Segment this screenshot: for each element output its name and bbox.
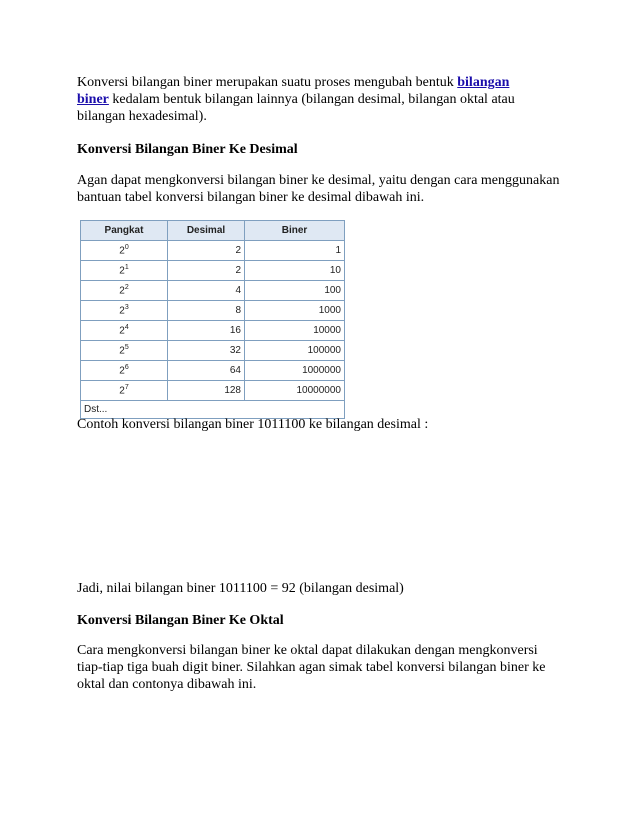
desimal-cell: 32 bbox=[168, 341, 245, 361]
table-row bbox=[81, 341, 345, 361]
desimal-cell: 8 bbox=[168, 301, 245, 321]
intro-line-1 bbox=[77, 74, 509, 91]
pangkat-cell: $2^6$ bbox=[81, 361, 168, 381]
intro-text-after: kedalam bentuk bilangan lainnya (bilangan desimal, bilangan oktal atau bbox=[108, 92, 515, 107]
table-row bbox=[81, 361, 345, 381]
header-desimal: Desimal bbox=[168, 221, 245, 241]
section1-para-line-2: bantuan tabel konversi bilangan biner ke desimal dibawah ini. bbox=[77, 190, 425, 205]
table-footer: Dst... bbox=[81, 401, 345, 419]
pangkat-cell: $2^0$ bbox=[81, 241, 168, 261]
pangkat-cell: $2^1$ bbox=[81, 261, 168, 281]
table-row bbox=[81, 321, 345, 341]
table-row bbox=[81, 301, 345, 321]
bilangan-link[interactable]: bilangan bbox=[457, 75, 510, 90]
desimal-cell: 4 bbox=[168, 281, 245, 301]
example-intro: Contoh konversi bilangan biner 1011100 ke bilangan desimal : bbox=[77, 417, 429, 432]
header-biner: Biner bbox=[245, 221, 345, 241]
biner-cell: 1000000 bbox=[245, 361, 345, 381]
table-row bbox=[81, 381, 345, 401]
biner-cell: 100000 bbox=[245, 341, 345, 361]
intro-line-2 bbox=[77, 91, 515, 108]
biner-cell: 1000 bbox=[245, 301, 345, 321]
header-pangkat: Pangkat bbox=[81, 221, 168, 241]
section1-heading: Konversi Bilangan Biner Ke Desimal bbox=[77, 142, 298, 157]
section2-line-3: oktal dan contonya dibawah ini. bbox=[77, 677, 257, 692]
biner-cell: 10000 bbox=[245, 321, 345, 341]
intro-line-3: bilangan hexadesimal). bbox=[77, 109, 207, 124]
desimal-cell: 2 bbox=[168, 241, 245, 261]
desimal-cell: 128 bbox=[168, 381, 245, 401]
pangkat-cell: $2^2$ bbox=[81, 281, 168, 301]
biner-cell: 100 bbox=[245, 281, 345, 301]
intro-text-before: Konversi bilangan biner merupakan suatu proses mengubah bentuk bbox=[77, 75, 458, 90]
example-result: Jadi, nilai bilangan biner 1011100 = 92 (bilangan desimal) bbox=[77, 581, 404, 596]
conversion-table bbox=[80, 220, 345, 419]
desimal-cell: 16 bbox=[168, 321, 245, 341]
table-header-row bbox=[81, 221, 345, 241]
section2-line-2: tiap-tiap tiga buah digit biner. Silahkan agan simak tabel konversi bilangan biner ke bbox=[77, 660, 546, 675]
biner-link[interactable]: biner bbox=[77, 92, 109, 107]
section2-line-1: Cara mengkonversi bilangan biner ke oktal dapat dilakukan dengan mengkonversi bbox=[77, 643, 538, 658]
desimal-cell: 2 bbox=[168, 261, 245, 281]
pangkat-cell: $2^3$ bbox=[81, 301, 168, 321]
table-row bbox=[81, 261, 345, 281]
biner-cell: 1 bbox=[245, 241, 345, 261]
table-row bbox=[81, 241, 345, 261]
table-row bbox=[81, 281, 345, 301]
section1-para-line-1: Agan dapat mengkonversi bilangan biner ke desimal, yaitu dengan cara menggunakan bbox=[77, 173, 560, 188]
biner-cell: 10 bbox=[245, 261, 345, 281]
pangkat-cell: $2^5$ bbox=[81, 341, 168, 361]
section2-heading: Konversi Bilangan Biner Ke Oktal bbox=[77, 613, 284, 628]
biner-cell: 10000000 bbox=[245, 381, 345, 401]
desimal-cell: 64 bbox=[168, 361, 245, 381]
pangkat-cell: $2^4$ bbox=[81, 321, 168, 341]
pangkat-cell: $2^7$ bbox=[81, 381, 168, 401]
